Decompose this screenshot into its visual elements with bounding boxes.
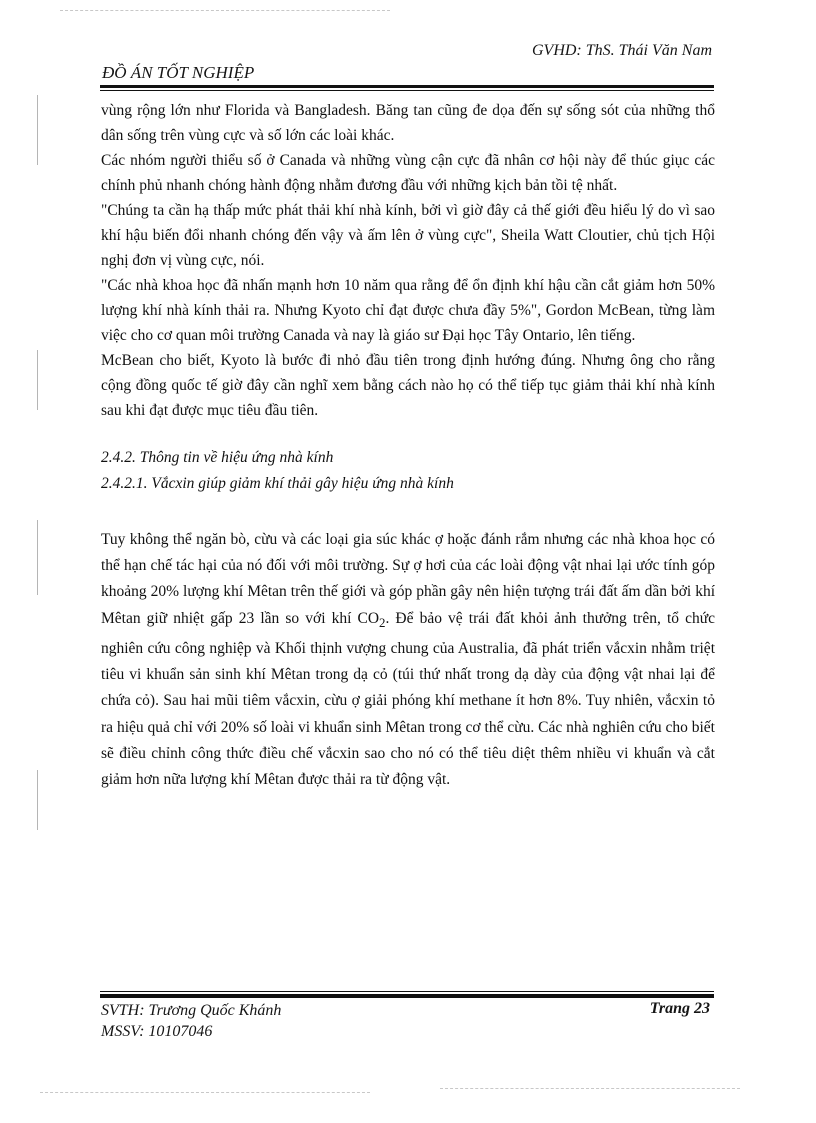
body-paragraph: "Chúng ta cần hạ thấp mức phát thải khí nhà kính, bởi vì giờ đây cả thế giới đều hiểu lý do vì sao khí hậu biến đổi nhanh chóng đến vậy và ấm lên ở vùng cực", Sheila Watt Cloutier, chủ tịch Hội nghị đơn vị vùng cực, nói. xyxy=(101,202,715,269)
scan-artifact-top xyxy=(60,10,390,11)
article-paragraph xyxy=(101,527,715,793)
scan-artifact-bottom xyxy=(440,1088,740,1089)
scan-margin-mark xyxy=(37,350,38,410)
scan-margin-mark xyxy=(37,770,38,830)
article-body xyxy=(101,527,715,793)
student-id: MSSV: 10107046 xyxy=(101,1023,213,1040)
header-rule xyxy=(100,85,714,88)
section-heading: 2.4.2. Thông tin về hiệu ứng nhà kính xyxy=(101,449,334,466)
header-rule-thin xyxy=(100,90,714,91)
subsection-heading: 2.4.2.1. Vắcxin giúp giảm khí thải gây hiệu ứng nhà kính xyxy=(101,475,454,492)
article-text-part2: . Để bảo vệ trái đất khỏi ảnh thưởng trên, tổ chức nghiên cứu công nghiệp và Khối thịnh vượng chung của Australia, đã phát triển vắcxin nhằm triệt tiêu vi khuẩn sản sinh khí Mêtan trong dạ cỏ (túi thứ nhất trong dạ dày của động vật nhai lại để chứa cỏ). Sau hai mũi tiêm vắcxin, cừu ợ giải phóng khí methane ít hơn 8%. Tuy nhiên, vắcxin tỏ ra hiệu quả chỉ với 20% số loài vi khuẩn sinh Mêtan trong cơ thể cừu. Các nhà nghiên cứu cho biết sẽ điều chỉnh công thức điều chế vắcxin sao cho nó có thể tiêu diệt thêm nhiều vi khuẩn và cắt giảm hơn nữa lượng khí Mêtan được thải ra từ động vật. xyxy=(101,609,715,788)
body-paragraph: Các nhóm người thiểu số ở Canada và những vùng cận cực đã nhân cơ hội này để thúc giục các chính phủ nhanh chóng hành động nhằm đương đầu với những kịch bản tồi tệ nhất. xyxy=(101,152,715,194)
scan-margin-mark xyxy=(37,520,38,595)
co2-subscript: 2 xyxy=(379,614,386,630)
document-title: ĐỒ ÁN TỐT NGHIỆP xyxy=(102,63,255,82)
body-paragraph: vùng rộng lớn như Florida và Bangladesh. Băng tan cũng đe dọa đến sự sống sót của những thổ dân sống trên vùng cực và số lớn các loài khác. xyxy=(101,102,715,144)
page-body xyxy=(101,98,715,793)
scan-artifact-bottom xyxy=(40,1092,370,1093)
body-paragraph: McBean cho biết, Kyoto là bước đi nhỏ đầu tiên trong định hướng đúng. Nhưng ông cho rằng cộng đồng quốc tế giờ đây cần nghĩ xem bằng cách nào họ có thể tiếp tục giảm thải khí nhà kính sau khi đạt được mục tiêu đầu tiên. xyxy=(101,352,715,419)
footer-rule-thin xyxy=(100,991,714,992)
scan-margin-mark xyxy=(37,95,38,165)
student-name: SVTH: Trương Quốc Khánh xyxy=(101,1002,282,1019)
student-info xyxy=(101,1000,281,1042)
article-text-part1: Tuy không thể ngăn bò, cừu và các loại gia súc khác ợ hoặc đánh rắm nhưng các nhà khoa học có thể hạn chế tác hại của nó đối với môi trường. Sự ợ hơi của các loài động vật nhai lại ước tính góp khoảng 20% lượng khí Mêtan trên thế giới và góp phần gây nên hiện tượng trái đất ấm dần bởi khí Mêtan giữ nhiệt gấp 23 lần so với khí CO xyxy=(101,531,715,627)
page-number: Trang 23 xyxy=(649,1000,710,1017)
supervisor-label: GVHD: ThS. Thái Văn Nam xyxy=(531,42,712,59)
footer-rule xyxy=(100,994,714,998)
body-paragraph: "Các nhà khoa học đã nhấn mạnh hơn 10 năm qua rằng để ổn định khí hậu cần cắt giảm hơn 50% lượng khí nhà kính thải ra. Nhưng Kyoto chỉ đạt được chưa đầy 5%", Gordon McBean, từng làm việc cho cơ quan môi trường Canada và nay là giáo sư Đại học Tây Ontario, lên tiếng. xyxy=(101,277,715,344)
